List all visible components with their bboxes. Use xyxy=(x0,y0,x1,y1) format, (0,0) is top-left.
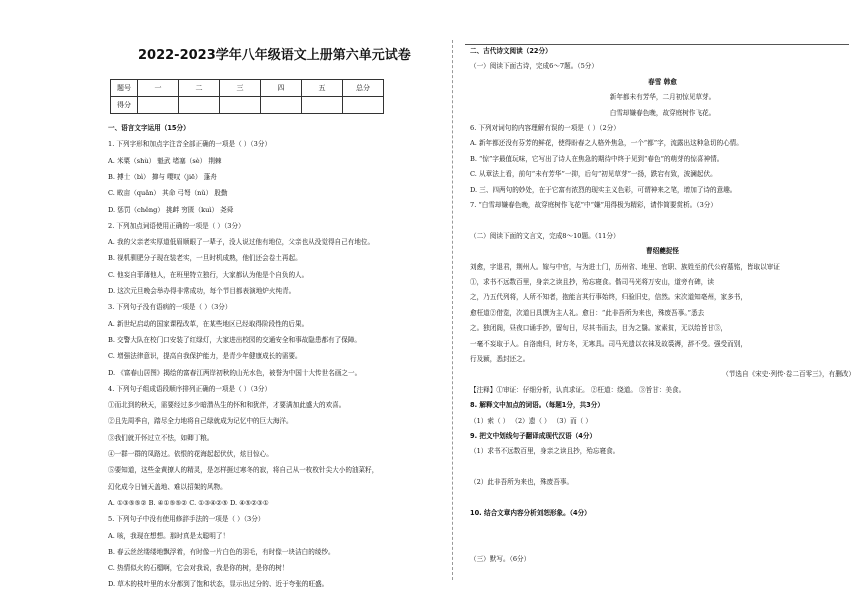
text-line: ①，求书不远数百里，身亲之读且抄，殆忘寝食。偕司马光将万安山，道旁有碑，读 xyxy=(470,278,714,286)
text-line: 刘愈，字退君，荆州人。嫁与中官，与为进士门，历州省、地里、官职、族姓至前代公府墓铭，皆取以审证 xyxy=(470,262,780,271)
right-column xyxy=(470,0,855,596)
text-line: A. 米粟（shù） 魁武 堵塞（sè） 荆棘 xyxy=(108,156,222,165)
text-line: C. 畋亩（quǎn） 其命 弓弩（nǔ） 股勤 xyxy=(108,189,228,198)
text-line: 9. 把文中划线句子翻译成现代汉语（4分） xyxy=(470,432,597,440)
text-line: C. 他妄自菲薄他人，在班里特立独行，大家都认为他是个自负的人。 xyxy=(108,270,309,279)
text-line: A. 咳，我现在想想。那时真是太聪明了！ xyxy=(108,531,230,540)
text-line: 10. 结合文章内容分析刘恕形象。（4分） xyxy=(470,509,591,517)
score-header-cell: 四 xyxy=(261,80,302,97)
text-line: 4. 下列句子组成语段顺序排列正确的一项是（ ）（3分） xyxy=(108,384,272,393)
score-cell xyxy=(138,97,179,114)
text-line: 3. 下列句子没有语病的一项是（ ）（3分） xyxy=(108,303,232,312)
score-header-cell: 五 xyxy=(302,80,343,97)
text-line: （2）此非吾所为来也，殊废吾事。 xyxy=(470,478,574,487)
score-cell xyxy=(220,97,261,114)
text-line: 曹绍夔捉怪 xyxy=(646,247,679,256)
text-line: 之，乃五代列将，人所不知者，抱能言其行事始终，归验旧史，信然。宋次道知亳州，家多书， xyxy=(470,293,747,302)
score-cell xyxy=(179,97,220,114)
text-line: （节选自《宋史·列传·卷二百零三》，有删改） xyxy=(722,370,855,379)
left-column xyxy=(108,0,443,596)
score-cell xyxy=(261,97,302,114)
text-line: D. 草木的枝叶里的水分都到了饱和状态，显示出过分的、近于夸张的旺盛。 xyxy=(108,580,329,589)
text-line: B. 视机驯肥分子现在装老实，一旦时机成熟，他们还会卷土再起。 xyxy=(108,254,302,263)
text-line: D. 《富春山居图》揭绘的富春江两岸初秋的山光水色，被誉为中国十大传世名画之一。 xyxy=(108,368,362,377)
text-line: 之。独闭阁，昼夜口诵手抄，留旬日，尽其书而去，目为之翳。家素贫，无以给旨甘③， xyxy=(470,324,728,333)
score-cell xyxy=(343,97,384,114)
text-line: A. 我的父亲老实厚道低眉顺眼了一辈子，没人说过他有地位，父亲也从没觉得自己有地位。 xyxy=(108,238,375,247)
score-cell xyxy=(302,97,343,114)
page-title: 2022-2023学年八年级语文上册第六单元试卷 xyxy=(138,48,411,63)
text-line: B. 交警大队在校门口安装了红绿灯，大家进出校园的交通安全和事故隐患都有了保障。 xyxy=(108,335,362,344)
score-header-cell: 一 xyxy=(138,80,179,97)
text-line: 2. 下列加点词语使用正确的一项是（ ）（3分） xyxy=(108,221,245,230)
column-divider xyxy=(452,40,453,580)
text-line: 8. 解释文中加点的词语。（每题1分，共3分） xyxy=(470,401,604,410)
text-line: 愈枉道②借览，次道日具馔为主人礼。愈日：“此非吾所为来也，殊废吾事。”悉去 xyxy=(470,308,705,317)
text-line: D. 三、四两句的妙处，在于它富有浓烈的现实主义色彩，可谓神来之笔，增加了诗的意趣。 xyxy=(470,185,737,194)
score-header-cell: 总分 xyxy=(343,80,384,97)
text-line: ②且先周季自，踏尽全力地将自己绿就成为记忆中的巨大海洋。 xyxy=(108,417,293,426)
text-line: C. 从章法上看，前句“未有芳华”一抑，后句“初见草芽”一扬，跌宕有致，波澜起伏。 xyxy=(470,170,717,179)
text-line: D. 惩罚（chěng） 挑衅 穷匮（kuì） 尧舜 xyxy=(108,205,234,214)
text-line: B. “惊”字最值玩味，它写出了诗人在焦急的期待中终于见到“春色”的萌芽的惊喜神情。 xyxy=(470,154,724,163)
text-line: B. 春云丝丝缕缕地飘浮着，有时像一片白色的羽毛，有时像一块洁白的绫纱。 xyxy=(108,547,335,556)
score-header-cell: 三 xyxy=(220,80,261,97)
score-table xyxy=(110,79,384,114)
text-line: ④一群一群的凤路过。依恨的花海起起伏伏，炫目惊心。 xyxy=(108,450,273,458)
text-line: 行及颍，悉封还之。 xyxy=(470,355,530,363)
score-cell: 得分 xyxy=(111,97,138,114)
text-line: （二）阅读下面的文言文，完成8～10题。（11分） xyxy=(470,231,620,240)
text-line: 6. 下列对词句的内容理解有误的一项是（ ）（2分） xyxy=(470,124,620,132)
text-line: 一毫不妄取于人。自洛南归，时方冬，无寒具。司马光遗以衣袜及故裘褥，辞不受。强受而别， xyxy=(470,339,747,348)
text-line: B. 搏士（bì） 撺与 嘤叹（jiē） 蓬舟 xyxy=(108,172,217,181)
text-line: 一、语言文字运用（15分） xyxy=(108,124,190,132)
score-header-cell: 题号 xyxy=(111,80,138,97)
score-header-cell: 二 xyxy=(179,80,220,97)
text-line: 5. 下列句子中没有使用修辞手法的一项是（ ）（3分） xyxy=(108,515,265,524)
text-line: 幻化成今日铺天盖地、难以招架的风物。 xyxy=(108,482,227,491)
text-line: 7. “白雪却嫌春色晚，故穿庭树作飞花”中“嫌”用得极为精彩，请作简要赏析。（3分） xyxy=(470,201,717,209)
text-line: ①而北到的秋天，需要经过多少暗潜丛生的怀和和犹伴，才要满加此盛大的欢喜。 xyxy=(108,401,346,410)
text-line: 白雪却嫌春色晚，故穿庭树作飞花。 xyxy=(609,108,716,117)
text-line: A. 新年都还没有芬芳的鲜花，使得盼春之人格外焦急，一个“都”字，流露出这种急切的心情。 xyxy=(470,139,743,148)
text-line: ③我们就开怀过立不怯，如卿丁粮。 xyxy=(108,433,214,442)
text-line: （1）索（ ） （2）遗（ ） （3）而（ ） xyxy=(470,416,592,425)
text-line: （三）默写。（6分） xyxy=(470,555,531,564)
text-line: C. 热情似火的石榴啊，它会对我说，我是你的树，是你的树！ xyxy=(108,564,289,573)
text-line: A. 新世纪启动的国家课程改革，在某些地区已经取得阶段性的后果。 xyxy=(108,319,309,328)
text-line: 新年都未有芳华，二月初惊见草芽。 xyxy=(609,93,716,102)
text-line: （一）阅读下面古诗，完成6～7题。（5分） xyxy=(470,62,598,71)
text-line: A. ①③⑤⑤② B. ④①⑤⑤② C. ①③④②⑤ D. ④⑤②③① xyxy=(108,498,269,507)
text-line: C. 增强法律意识，提高自我保护能力，是青少年健康成长的需要。 xyxy=(108,352,302,361)
text-line: 【注释】①审证：仔细分析，认真求证。 ②枉道：绕道。 ③旨甘：美食。 xyxy=(470,385,686,394)
text-line: D. 这次元旦晚会举办得非常成功，每个节目都表演地炉火纯青。 xyxy=(108,287,296,295)
text-line: 1. 下列字形和加点字注音全部正确的一项是（ ）（3分） xyxy=(108,140,272,149)
text-line: （1）求书不远数百里，身亲之读且抄，殆忘寝食。 xyxy=(470,447,620,456)
text-line: 二、古代诗文阅读（22分） xyxy=(470,47,552,55)
text-line: ⑤要知道，这些金黄撩人的精灵，是怎样捱过寒冬的寂，将自己从一枚枚针尖大小的油菜籽， xyxy=(108,466,379,475)
text-line: 春雪 韩愈 xyxy=(648,77,677,86)
